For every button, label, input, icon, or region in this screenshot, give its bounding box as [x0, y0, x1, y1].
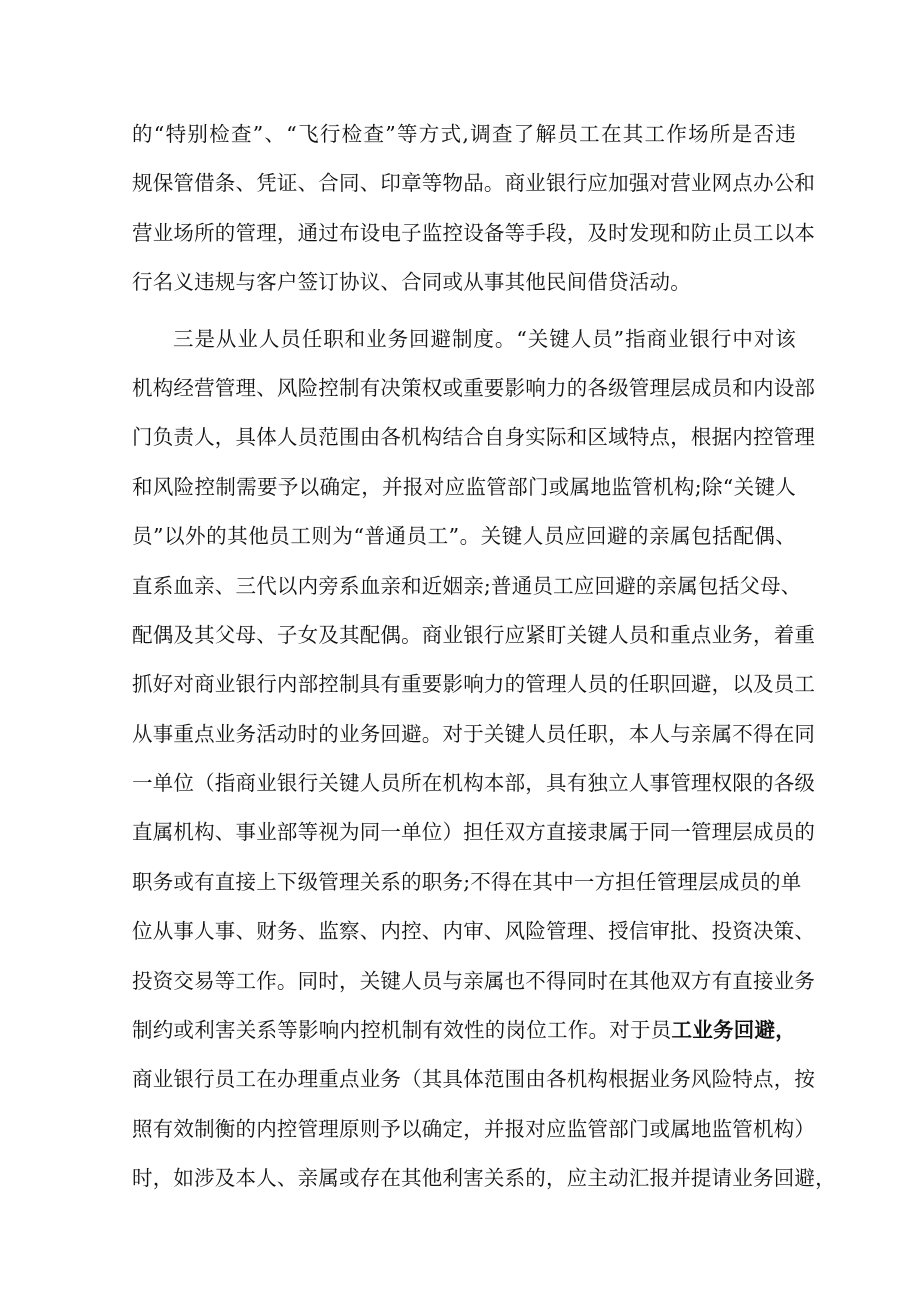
text-line: 员”以外的其他员工则为“普通员工”。关键人员应回避的亲属包括配偶、 [132, 524, 796, 549]
text-line: 直系血亲、三代以内旁系血亲和近姻亲;普通员工应回避的亲属包括父母、 [132, 573, 802, 598]
text-line: 的“特别检查”、“飞行检查”等方式,调查了解员工在其工作场所是否违 [132, 122, 796, 146]
text-line: 商业银行员工在办理重点业务（其具体范围由各机构根据业务风险特点，按 [132, 1067, 816, 1092]
text-line: 规保管借条、凭证、合同、印章等物品。商业银行应加强对营业网点办公和 [132, 171, 816, 196]
text-line: 行名义违规与客户签订协议、合同或从事其他民间借贷活动。 [132, 270, 691, 295]
text-line: 和风险控制需要予以确定，并报对应监管部门或属地监管机构;除“关键人 [132, 474, 796, 499]
paragraph-avoidance-system [132, 315, 836, 1204]
paragraph-inspection [132, 110, 816, 308]
text-line: 直属机构、事业部等视为同一单位）担任双方直接隶属于同一管理层成员的 [132, 820, 816, 845]
text-line: 一单位（指商业银行关键人员所在机构本部，具有独立人事管理权限的各级 [132, 771, 816, 796]
text-line: 抓好对商业银行内部控制具有重要影响力的管理人员的任职回避，以及员工 [132, 672, 816, 697]
text-line: 门负责人，具体人员范围由各机构结合自身实际和区域特点，根据内控管理 [132, 425, 816, 450]
document-body [132, 110, 836, 1204]
text-line: 职务或有直接上下级管理关系的职务;不得在其中一方担任管理层成员的单 [132, 869, 802, 894]
text-line: 位从事人事、财务、监察、内控、内审、风险管理、授信审批、投资决策、 [132, 919, 816, 944]
text-line: 投资交易等工作。同时，关键人员与亲属也不得同时在其他双方有直接业务 [132, 968, 816, 993]
text-line: 配偶及其父母、子女及其配偶。商业银行应紧盯关键人员和重点业务，着重 [132, 622, 816, 647]
text-run: 制约或利害关系等影响内控机制有效性的岗位工作。对于员 [132, 1018, 672, 1043]
text-line: 三是从业人员任职和业务回避制度。“关键人员”指商业银行中对该 [173, 326, 796, 351]
text-line-mixed [132, 1006, 796, 1055]
text-line: 从事重点业务活动时的业务回避。对于关键人员任职，本人与亲属不得在同 [132, 721, 816, 746]
text-line: 机构经营管理、风险控制有决策权或重要影响力的各级管理层成员和内设部 [132, 375, 816, 400]
text-line: 照有效制衡的内控管理原则予以确定，并报对应监管部门或属地监管机构） [132, 1116, 816, 1141]
text-line: 时，如涉及本人、亲属或存在其他利害关系的，应主动汇报并提请业务回避， [132, 1166, 836, 1191]
bold-heading-run: 工业务回避， [671, 1018, 797, 1043]
text-line: 营业场所的管理，通过布设电子监控设备等手段，及时发现和防止员工以本 [132, 220, 816, 245]
